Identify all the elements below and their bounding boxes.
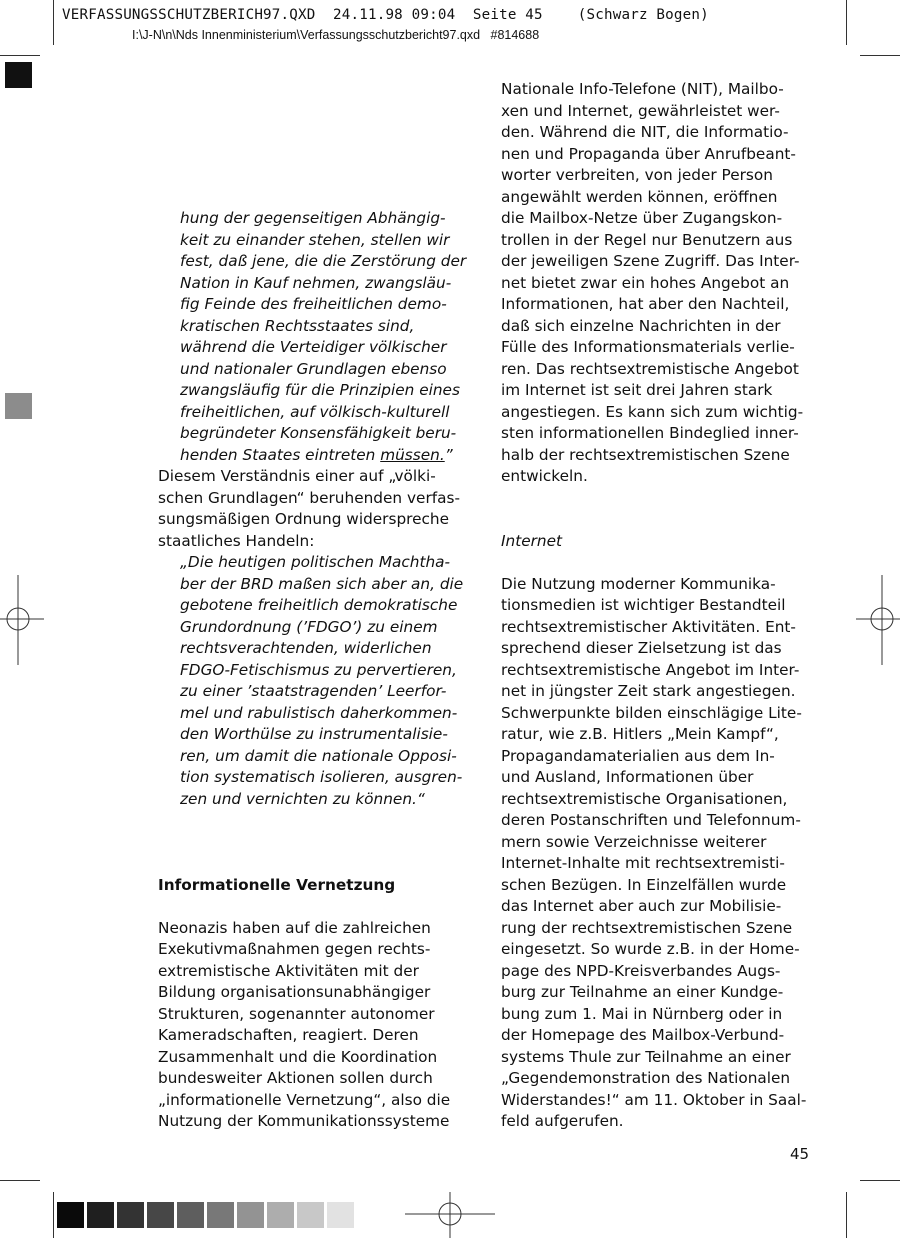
color-bar-swatch: [147, 1202, 174, 1228]
text-line: Strukturen, sogenannter autonomer: [158, 1004, 435, 1023]
color-bar-swatch: [117, 1202, 144, 1228]
registration-mark-left: [0, 575, 44, 665]
text-line: ren. Das rechtsextremistische Angebot: [501, 359, 799, 378]
file-path-header: I:\J-N\n\Nds Innenministerium\Verfassungsschutzbericht97.qxd #814688: [132, 28, 540, 42]
text-line: während die Verteidiger völkischer: [180, 338, 447, 356]
crop-mark: [846, 0, 847, 45]
text-line: „Gegendemonstration des Nationalen: [501, 1069, 791, 1087]
right-column: [501, 79, 821, 1133]
quote-closing-mark: ”: [444, 445, 453, 464]
text-line: zu einer ’staatstragenden’ Leerfor-: [180, 682, 447, 700]
text-line: Nationale Info-Telefone (NIT), Mailbo-: [501, 80, 784, 98]
registration-mark-bottom: [405, 1192, 495, 1238]
text-line: „informationelle Vernetzung“, also die: [158, 1090, 451, 1109]
text-line: und nationaler Grundlagen ebenso: [180, 359, 447, 378]
text-line: kratischen Rechtsstaates sind,: [180, 316, 415, 335]
text-line: Internet-Inhalte mit rechtsextremisti-: [501, 854, 785, 872]
subheading-internet: Internet: [501, 531, 563, 550]
text-line: FDGO-Fetischismus zu pervertieren,: [180, 660, 457, 679]
text-line: hung der gegenseitigen Abhängig-: [180, 209, 446, 227]
text-line: rechtsverachtenden, widerlichen: [180, 639, 432, 657]
text-line: burg zur Teilnahme an einer Kundge-: [501, 983, 784, 1001]
text-line: den. Während die NIT, die Informatio-: [501, 123, 789, 141]
text-line: Nation in Kauf nehmen, zwangsläu-: [180, 273, 452, 292]
text-line: der Homepage des Mailbox-Verbund-: [501, 1026, 785, 1044]
text-line: daß sich einzelne Nachrichten in der: [501, 316, 781, 335]
crop-mark: [860, 1180, 900, 1181]
color-bar-swatch: [327, 1202, 354, 1228]
black-square-mark: [5, 62, 32, 88]
text-line: Diesem Verständnis einer auf „völki-: [158, 467, 436, 485]
text-line: sten informationellen Bindeglied inner-: [501, 424, 799, 442]
text-line: bundesweiter Aktionen sollen durch: [158, 1069, 433, 1087]
crop-mark: [53, 1192, 54, 1238]
paragraph-1: [158, 466, 478, 552]
text-line: und Ausland, Informationen über: [501, 768, 754, 786]
page-number: 45: [790, 1145, 810, 1163]
text-line: Die Nutzung moderner Kommunika-: [501, 574, 776, 593]
text-line: der jeweiligen Szene Zugriff. Das Inter-: [501, 252, 800, 270]
text-line: Fülle des Informationsmaterials verlie-: [501, 338, 795, 356]
text-line: die Mailbox-Netze über Zugangskon-: [501, 209, 783, 227]
text-line: Kameradschaften, reagiert. Deren: [158, 1026, 419, 1044]
text-line: fig Feinde des freiheitlichen demo-: [180, 295, 447, 313]
text-line: im Internet ist seit drei Jahren stark: [501, 381, 773, 399]
text-line: rung der rechtsextremistischen Szene: [501, 918, 793, 937]
color-bar-swatch: [177, 1202, 204, 1228]
text-line: trollen in der Regel nur Benutzern aus: [501, 230, 793, 249]
text-line: Widerstandes!“ am 11. Oktober in Saal-: [501, 1090, 807, 1109]
paragraph-nit: [501, 79, 821, 488]
text-line: ratur, wie z.B. Hitlers „Mein Kampf“,: [501, 725, 779, 743]
gray-square-mark: [5, 393, 32, 419]
text-line: systems Thule zur Teilnahme an einer: [501, 1047, 791, 1066]
text-line: deren Postanschriften und Telefonnum-: [501, 811, 801, 829]
quote-block-2: [158, 552, 478, 810]
text-line: Grundordnung (’FDGO’) zu einem: [180, 617, 438, 636]
text-line: eingesetzt. So wurde z.B. in der Home-: [501, 940, 800, 958]
color-bar-swatch: [237, 1202, 264, 1228]
text-line: den Worthülse zu instrumentalisie-: [180, 725, 448, 743]
text-line: rechtsextremistische Angebot im Inter-: [501, 660, 800, 679]
text-line: zen und vernichten zu können.“: [180, 789, 425, 808]
text-line: Propagandamaterialien aus dem In-: [501, 746, 775, 765]
text-line: schen Bezügen. In Einzelfällen wurde: [501, 875, 787, 894]
text-line: Schwerpunkte bilden einschlägige Lite-: [501, 703, 802, 722]
paragraph-internet: [501, 574, 821, 1133]
color-bar-swatch: [87, 1202, 114, 1228]
text-line: staatliches Handeln:: [158, 531, 315, 550]
text-line: ren, um damit die nationale Opposi-: [180, 746, 457, 765]
text-line: Informationen, hat aber den Nachteil,: [501, 295, 790, 313]
text-line: entwickeln.: [501, 467, 588, 485]
text-line: Exekutivmaßnahmen gegen rechts-: [158, 940, 431, 958]
text-line: tionsmedien ist wichtiger Bestandteil: [501, 596, 786, 614]
crop-mark: [0, 55, 40, 56]
crop-mark: [860, 55, 900, 56]
quote-block-1: [158, 208, 478, 445]
file-info-header: VERFASSUNGSSCHUTZBERICH97.QXD 24.11.98 09:04 Seite 45 (Schwarz Bogen): [62, 7, 709, 23]
text-line: fest, daß jene, die die Zerstörung der: [180, 252, 467, 270]
text-line: Nutzung der Kommunikationssysteme: [158, 1112, 450, 1130]
text-line: gebotene freiheitlich demokratische: [180, 596, 458, 614]
text-line: das Internet aber auch zur Mobilisie-: [501, 897, 782, 915]
text-line: „Die heutigen politischen Machtha-: [180, 553, 451, 571]
text-line: mern sowie Verzeichnisse weiterer: [501, 832, 767, 851]
grayscale-color-bar: [57, 1202, 354, 1228]
text-line: tion systematisch isolieren, ausgren-: [180, 768, 463, 786]
crop-mark: [0, 1180, 40, 1181]
text-line: halb der rechtsextremistischen Szene: [501, 445, 790, 464]
underlined-word: müssen.: [380, 445, 445, 464]
text-line: Neonazis haben auf die zahlreichen: [158, 918, 431, 937]
text-line: feld aufgerufen.: [501, 1112, 624, 1130]
text-line: page des NPD-Kreisverbandes Augs-: [501, 961, 781, 980]
text-line: schen Grundlagen“ beruhenden verfas-: [158, 488, 460, 507]
text-line: nen und Propaganda über Anrufbeant-: [501, 144, 796, 163]
text-line: extremistische Aktivitäten mit der: [158, 961, 419, 980]
text-line: mel und rabulistisch daherkommen-: [180, 703, 458, 722]
text-line: rechtsextremistische Organisationen,: [501, 789, 788, 808]
text-line: freiheitlichen, auf völkisch-kulturell: [180, 402, 450, 421]
crop-mark: [53, 0, 54, 45]
text-line: Bildung organisationsunabhängiger: [158, 983, 431, 1001]
text-line: zwangsläufig für die Prinzipien eines: [180, 381, 460, 399]
quote-block-1-last-line: [158, 445, 478, 467]
text-line: ber der BRD maßen sich aber an, die: [180, 574, 464, 593]
text-line: Zusammenhalt und die Koordination: [158, 1047, 438, 1066]
text-line: worter verbreiten, von jeder Person: [501, 166, 773, 184]
text-line: bung zum 1. Mai in Nürnberg oder in: [501, 1004, 783, 1023]
left-column: [158, 208, 478, 1133]
text-line: net bietet zwar ein hohes Angebot an: [501, 273, 790, 292]
text-line: angestiegen. Es kann sich zum wichtig-: [501, 402, 804, 421]
text-line: angewählt werden können, eröffnen: [501, 187, 778, 206]
quote-text: henden Staates eintreten: [180, 445, 381, 464]
color-bar-swatch: [57, 1202, 84, 1228]
paragraph-2: [158, 918, 478, 1133]
text-line: xen und Internet, gewährleistet wer-: [501, 101, 780, 120]
crop-mark: [846, 1192, 847, 1238]
text-line: net in jüngster Zeit stark angestiegen.: [501, 682, 796, 700]
text-line: sprechend dieser Zielsetzung ist das: [501, 639, 782, 657]
text-line: keit zu einander stehen, stellen wir: [180, 230, 450, 249]
section-heading: Informationelle Vernetzung: [158, 875, 396, 894]
color-bar-swatch: [207, 1202, 234, 1228]
text-line: sungsmäßigen Ordnung widerspreche: [158, 510, 450, 528]
registration-mark-right: [856, 575, 900, 665]
color-bar-swatch: [267, 1202, 294, 1228]
text-line: begründeter Konsensfähigkeit beru-: [180, 424, 457, 442]
text-line: rechtsextremistischer Aktivitäten. Ent-: [501, 617, 796, 636]
color-bar-swatch: [297, 1202, 324, 1228]
